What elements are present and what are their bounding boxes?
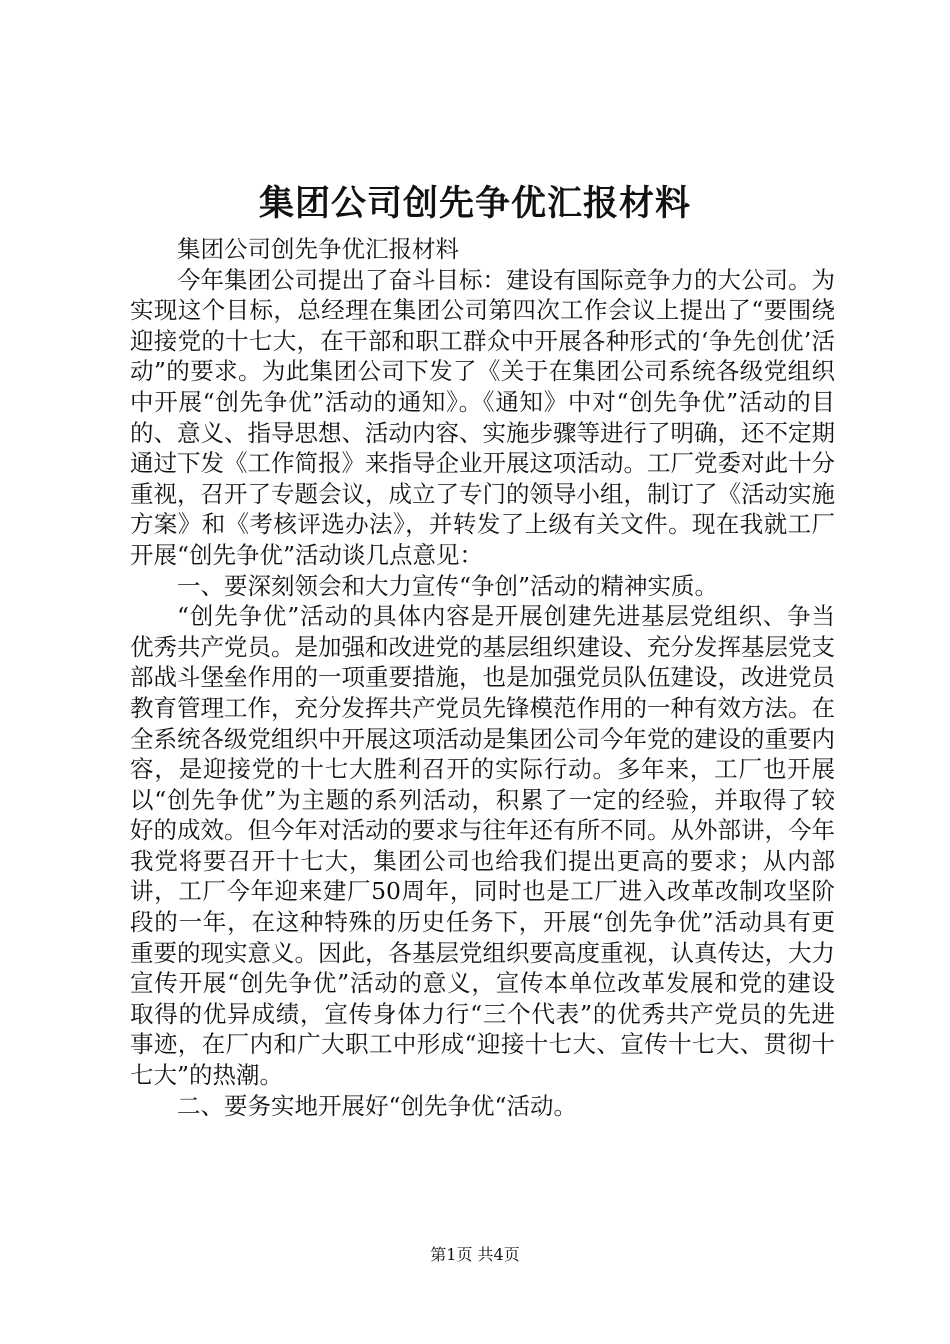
- intro-paragraph: 今年集团公司提出了奋斗目标：建设有国际竞争力的大公司。为实现这个目标，总经理在集团公司第四次工作会议上提出了“要围绕迎接党的十七大，在干部和职工群众中开展各种形式的‘争先创优’活动”的要求。为此集团公司下发了《关于在集团公司系统各级党组织中开展“创先争优”活动的通知》。《通知》中对“创先争优”活动的目的、意义、指导思想、活动内容、实施步骤等进行了明确，还不定期通过下发《工作简报》来指导企业开展这项活动。工厂党委对此十分重视，召开了专题会议，成立了专门的领导小组，制订了《活动实施方案》和《考核评选办法》，并转发了上级有关文件。现在我就工厂开展“创先争优”活动谈几点意见：: [130, 265, 835, 569]
- page-footer: 第1页 共4页: [430, 1245, 520, 1264]
- section-1-paragraph: “创先争优”活动的具体内容是开展创建先进基层党组织、争当优秀共产党员。是加强和改进党的基层组织建设、充分发挥基层党支部战斗堡垒作用的一项重要措施，也是加强党员队伍建设，改进党员教育管理工作，充分发挥共产党员先锋模范作用的一种有效方法。在全系统各级党组织中开展这项活动是集团公司今年党的建设的重要内容，是迎接党的十七大胜利召开的实际行动。多年来，工厂也开展以“创先争优”为主题的系列活动，积累了一定的经验，并取得了较好的成效。但今年对活动的要求与往年还有所不同。从外部讲，今年我党将要召开十七大，集团公司也给我们提出更高的要求；从内部讲，工厂今年迎来建厂50周年，同时也是工厂进入改革改制攻坚阶段的一年，在这种特殊的历史任务下，开展“创先争优”活动具有更重要的现实意义。因此，各基层党组织要高度重视，认真传达，大力宣传开展“创先争优”活动的意义，宣传本单位改革发展和党的建设取得的优异成绩，宣传身体力行“三个代表”的优秀共产党员的先进事迹，在厂内和广大职工中形成“迎接十七大、宣传十七大、贯彻十七大”的热潮。: [130, 602, 835, 1090]
- document-title: 集团公司创先争优汇报材料: [258, 184, 691, 224]
- document-body: [130, 234, 835, 1121]
- section-heading-1: 一、要深刻领会和大力宣传“争创”活动的精神实质。: [177, 571, 719, 600]
- section-heading-2: 二、要务实地开展好“创先争优“活动。: [177, 1091, 578, 1120]
- subtitle-paragraph: 集团公司创先争优汇报材料: [177, 235, 459, 263]
